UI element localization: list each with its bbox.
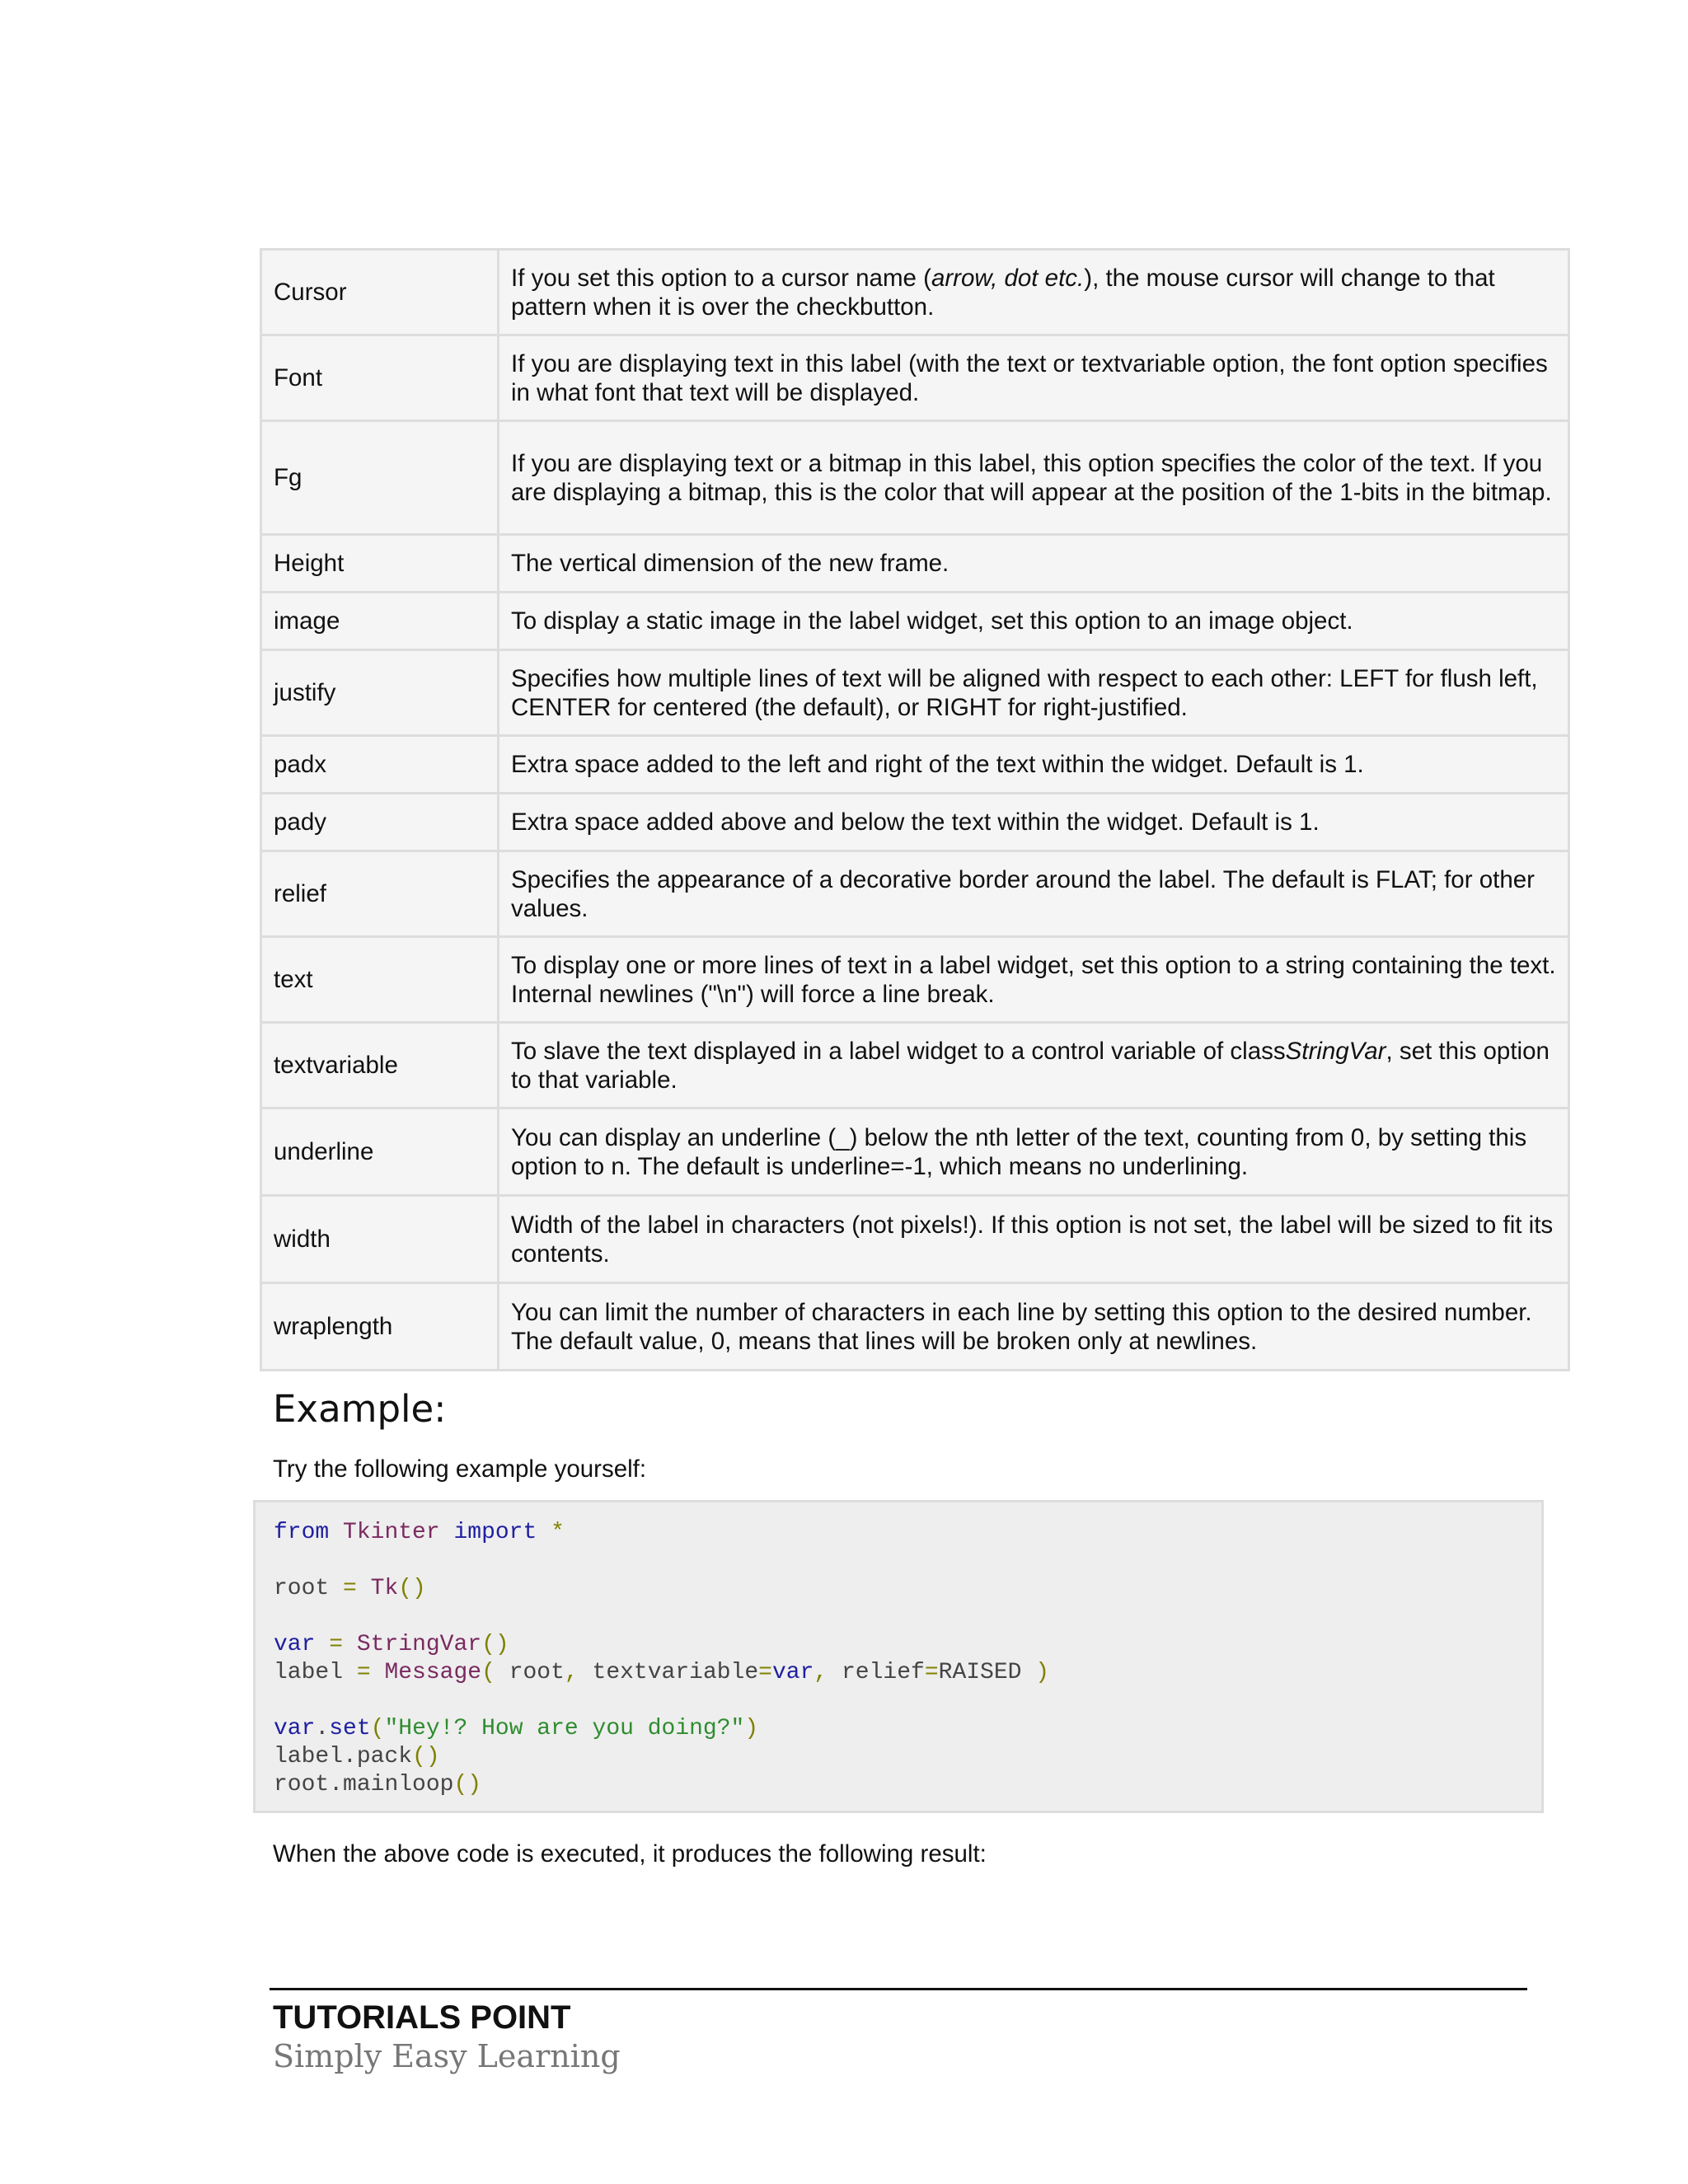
- option-row: [261, 851, 1569, 937]
- code-line: [274, 1659, 1523, 1687]
- code-token: relief: [828, 1660, 925, 1685]
- description-text: If you are displaying text or a bitmap in this label, this option specifies the color of the text. If you are displaying a bitmap, this is the color that will appear at the position of the 1-bits in the bitmap.: [511, 449, 1552, 506]
- option-name: text: [261, 937, 499, 1023]
- code-token: var: [274, 1716, 316, 1741]
- option-row: [261, 794, 1569, 851]
- option-name: width: [261, 1196, 499, 1283]
- option-row: [261, 535, 1569, 593]
- code-token: Tk: [370, 1576, 399, 1601]
- code-line: [274, 1519, 1523, 1547]
- option-row: [261, 650, 1569, 736]
- option-row: [261, 736, 1569, 794]
- option-row: [261, 593, 1569, 650]
- code-token: pack: [356, 1744, 413, 1769]
- description-text: Extra space added to the left and right of the text within the widget. Default is 1.: [511, 751, 1364, 778]
- option-row: [261, 1108, 1569, 1196]
- code-token: [371, 1660, 385, 1685]
- option-row: [261, 335, 1569, 421]
- description-text: Specifies the appearance of a decorative border around the label. The default is FLAT; for other values.: [511, 865, 1535, 922]
- code-token: label: [274, 1744, 344, 1769]
- description-text: Width of the label in characters (not pixels!). If this option is not set, the label will be sized to fit its contents.: [511, 1211, 1554, 1268]
- option-description: [499, 250, 1569, 335]
- option-name: Fg: [261, 421, 499, 535]
- code-token: (): [398, 1576, 426, 1601]
- code-token: .: [329, 1772, 344, 1797]
- description-text: To display a static image in the label widget, set this option to an image object.: [511, 607, 1353, 635]
- option-name: justify: [261, 650, 499, 736]
- code-token: [343, 1632, 357, 1657]
- code-token: from: [274, 1520, 330, 1545]
- code-token: set: [329, 1716, 371, 1741]
- description-emphasis: StringVar: [1285, 1037, 1386, 1065]
- code-token: import: [453, 1520, 537, 1545]
- option-name: wraplength: [261, 1283, 499, 1371]
- code-line: [274, 1575, 1523, 1603]
- option-description: [499, 1023, 1569, 1108]
- option-name: Cursor: [261, 250, 499, 335]
- code-token: root: [495, 1660, 565, 1685]
- code-line: [274, 1715, 1523, 1743]
- code-token: =: [343, 1576, 357, 1601]
- option-name: padx: [261, 736, 499, 794]
- option-description: [499, 421, 1569, 535]
- code-token: var: [771, 1660, 814, 1685]
- code-line: [274, 1771, 1523, 1799]
- description-text: Extra space added above and below the text within the widget. Default is 1.: [511, 808, 1320, 836]
- code-token: (): [481, 1632, 509, 1657]
- description-text: You can limit the number of characters in each line by setting this option to the desired number. The default value, 0, means that lines will be broken only at newlines.: [511, 1298, 1532, 1355]
- option-description: [499, 335, 1569, 421]
- code-token: RAISED: [938, 1660, 1036, 1685]
- code-token: ): [1035, 1660, 1050, 1685]
- options-table-body: [261, 250, 1569, 1371]
- option-description: [499, 794, 1569, 851]
- code-token: [537, 1520, 551, 1545]
- result-text: When the above code is executed, it produces the following result:: [273, 1840, 987, 1868]
- code-token: =: [758, 1660, 772, 1685]
- code-token: Tkinter: [343, 1520, 440, 1545]
- code-token: (: [481, 1660, 495, 1685]
- option-description: [499, 1283, 1569, 1371]
- code-token: (): [412, 1744, 440, 1769]
- code-token: ,: [564, 1660, 579, 1685]
- options-table: [260, 248, 1570, 1371]
- code-token: mainloop: [343, 1772, 454, 1797]
- example-heading: Example:: [273, 1387, 447, 1431]
- code-token: =: [924, 1660, 939, 1685]
- option-row: [261, 937, 1569, 1023]
- code-token: root: [274, 1772, 330, 1797]
- option-name: relief: [261, 851, 499, 937]
- description-text: You can display an underline (_) below the nth letter of the text, counting from 0, by setting this option to n. The default is underline=-1, which means no underlining.: [511, 1123, 1527, 1180]
- code-line: [274, 1743, 1523, 1771]
- code-token: *: [551, 1520, 565, 1545]
- option-description: [499, 650, 1569, 736]
- code-token: [315, 1632, 329, 1657]
- option-name: image: [261, 593, 499, 650]
- option-description: [499, 736, 1569, 794]
- description-text: If you set this option to a cursor name (: [511, 264, 931, 292]
- code-token: label: [274, 1660, 357, 1685]
- option-name: underline: [261, 1108, 499, 1196]
- code-line: [274, 1547, 1523, 1575]
- code-token: (): [453, 1772, 482, 1797]
- code-token: [440, 1520, 454, 1545]
- code-line: [274, 1631, 1523, 1659]
- option-description: [499, 1108, 1569, 1196]
- option-description: [499, 937, 1569, 1023]
- code-token: Message: [384, 1660, 482, 1685]
- footer-divider: [270, 1988, 1527, 1990]
- code-token: [329, 1520, 343, 1545]
- code-token: var: [274, 1632, 316, 1657]
- description-emphasis: arrow, dot etc.: [931, 264, 1085, 292]
- code-token: ,: [814, 1660, 828, 1685]
- description-text: To display one or more lines of text in a label widget, set this option to a string containing the text. Internal newlines ("\n") will force a line break.: [511, 951, 1556, 1008]
- code-token: ): [744, 1716, 759, 1741]
- option-row: [261, 250, 1569, 335]
- description-text: If you are displaying text in this label (with the text or textvariable option, the font option specifies in what font that text will be displayed.: [511, 349, 1548, 406]
- footer-brand: TUTORIALS POINT: [273, 1999, 571, 2036]
- code-token: [357, 1576, 371, 1601]
- description-text: ), the mouse cursor will change to that pattern when it is over the checkbutton.: [511, 264, 1495, 321]
- code-token: root: [274, 1576, 344, 1601]
- code-token: =: [329, 1632, 344, 1657]
- option-name: textvariable: [261, 1023, 499, 1108]
- description-text: The vertical dimension of the new frame.: [511, 550, 950, 577]
- footer-tagline: Simply Easy Learning: [273, 2038, 621, 2074]
- code-line: [274, 1687, 1523, 1715]
- option-row: [261, 1196, 1569, 1283]
- code-token: (: [370, 1716, 385, 1741]
- option-row: [261, 1023, 1569, 1108]
- option-row: [261, 421, 1569, 535]
- option-description: [499, 593, 1569, 650]
- option-name: Font: [261, 335, 499, 421]
- example-intro: Try the following example yourself:: [273, 1455, 647, 1483]
- code-block: [253, 1500, 1544, 1813]
- description-text: To slave the text displayed in a label widget to a control variable of class: [511, 1037, 1286, 1065]
- code-token: "Hey!? How are you doing?": [384, 1716, 745, 1741]
- description-text: , set this option to that variable.: [511, 1037, 1550, 1094]
- option-description: [499, 1196, 1569, 1283]
- code-token: .: [315, 1716, 330, 1741]
- code-line: [274, 1603, 1523, 1631]
- option-name: pady: [261, 794, 499, 851]
- description-text: Specifies how multiple lines of text will be aligned with respect to each other: LEFT for flush left, CENTER for centered (the default), or RIGHT for right-justified.: [511, 664, 1538, 721]
- option-description: [499, 851, 1569, 937]
- code-token: textvariable: [578, 1660, 759, 1685]
- code-token: StringVar: [356, 1632, 482, 1657]
- option-description: [499, 535, 1569, 593]
- code-token: =: [356, 1660, 371, 1685]
- code-token: .: [343, 1744, 357, 1769]
- option-name: Height: [261, 535, 499, 593]
- option-row: [261, 1283, 1569, 1371]
